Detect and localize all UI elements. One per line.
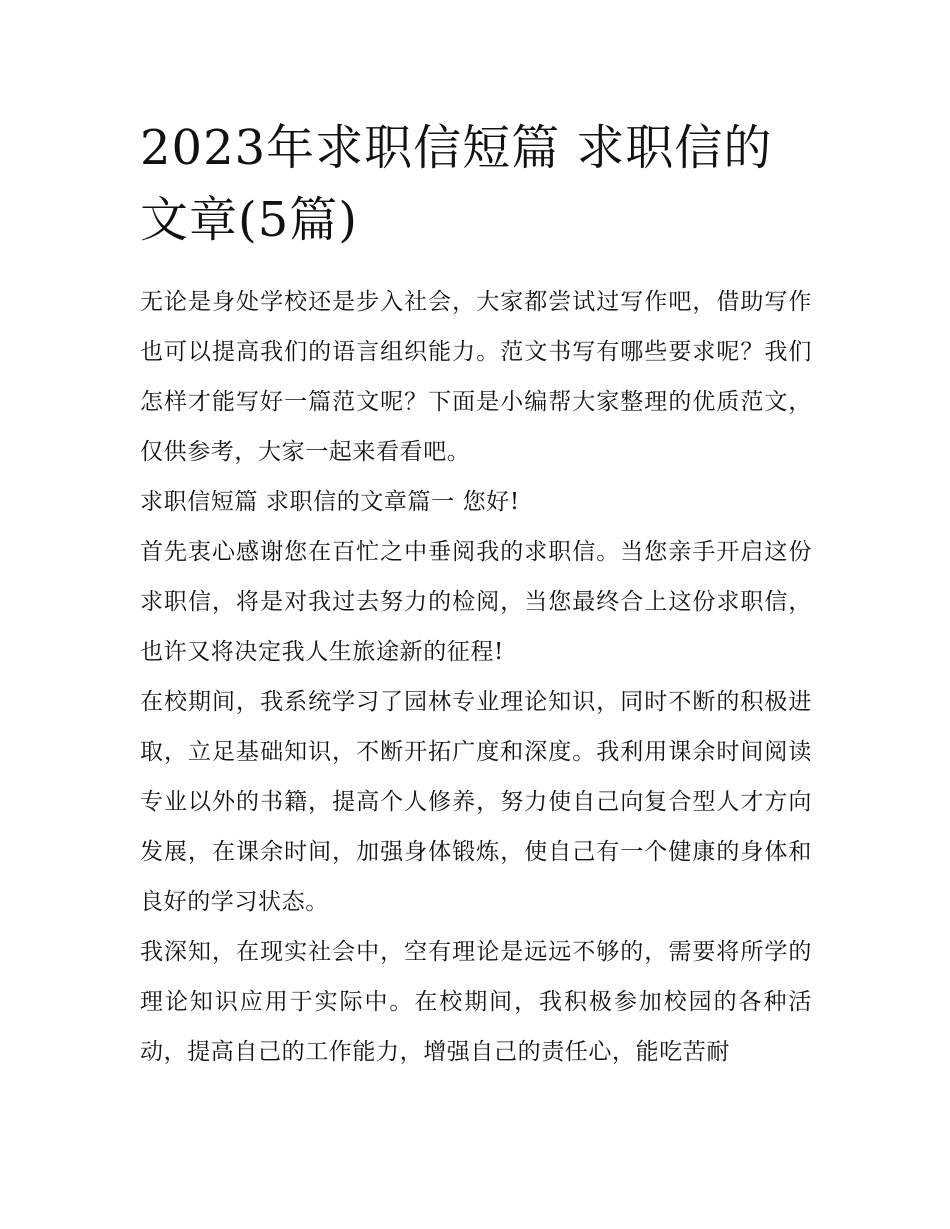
paragraph-study: 在校期间，我系统学习了园林专业理论知识，同时不断的积极进取，立足基础知识，不断开拓广度和深度。我利用课余时间阅读专业以外的书籍，提高个人修养，努力使自己向复合型人才方向发展，在课余时间，加强身体锻炼，使自己有一个健康的身体和良好的学习状态。 bbox=[140, 689, 812, 915]
document-content bbox=[140, 112, 812, 1077]
document-body bbox=[140, 277, 812, 1077]
paragraph-section-heading: 求职信短篇 求职信的文章篇一 您好! bbox=[140, 489, 520, 515]
paragraph-intro: 无论是身处学校还是步入社会，大家都尝试过写作吧，借助写作也可以提高我们的语言组织能力。范文书写有哪些要求呢？我们怎样才能写好一篇范文呢？下面是小编帮大家整理的优质范文，仅供参考，大家一起来看看吧。 bbox=[140, 289, 812, 465]
paragraph-thanks: 首先衷心感谢您在百忙之中垂阅我的求职信。当您亲手开启这份求职信，将是对我过去努力的检阅，当您最终合上这份求职信，也许又将决定我人生旅途新的征程! bbox=[140, 539, 812, 665]
paragraph-practice: 我深知，在现实社会中，空有理论是远远不够的，需要将所学的理论知识应用于实际中。在校期间，我积极参加校园的各种活动，提高自己的工作能力，增强自己的责任心，能吃苦耐 bbox=[140, 939, 812, 1065]
document-title: 2023年求职信短篇 求职信的文章(5篇) bbox=[140, 120, 773, 248]
